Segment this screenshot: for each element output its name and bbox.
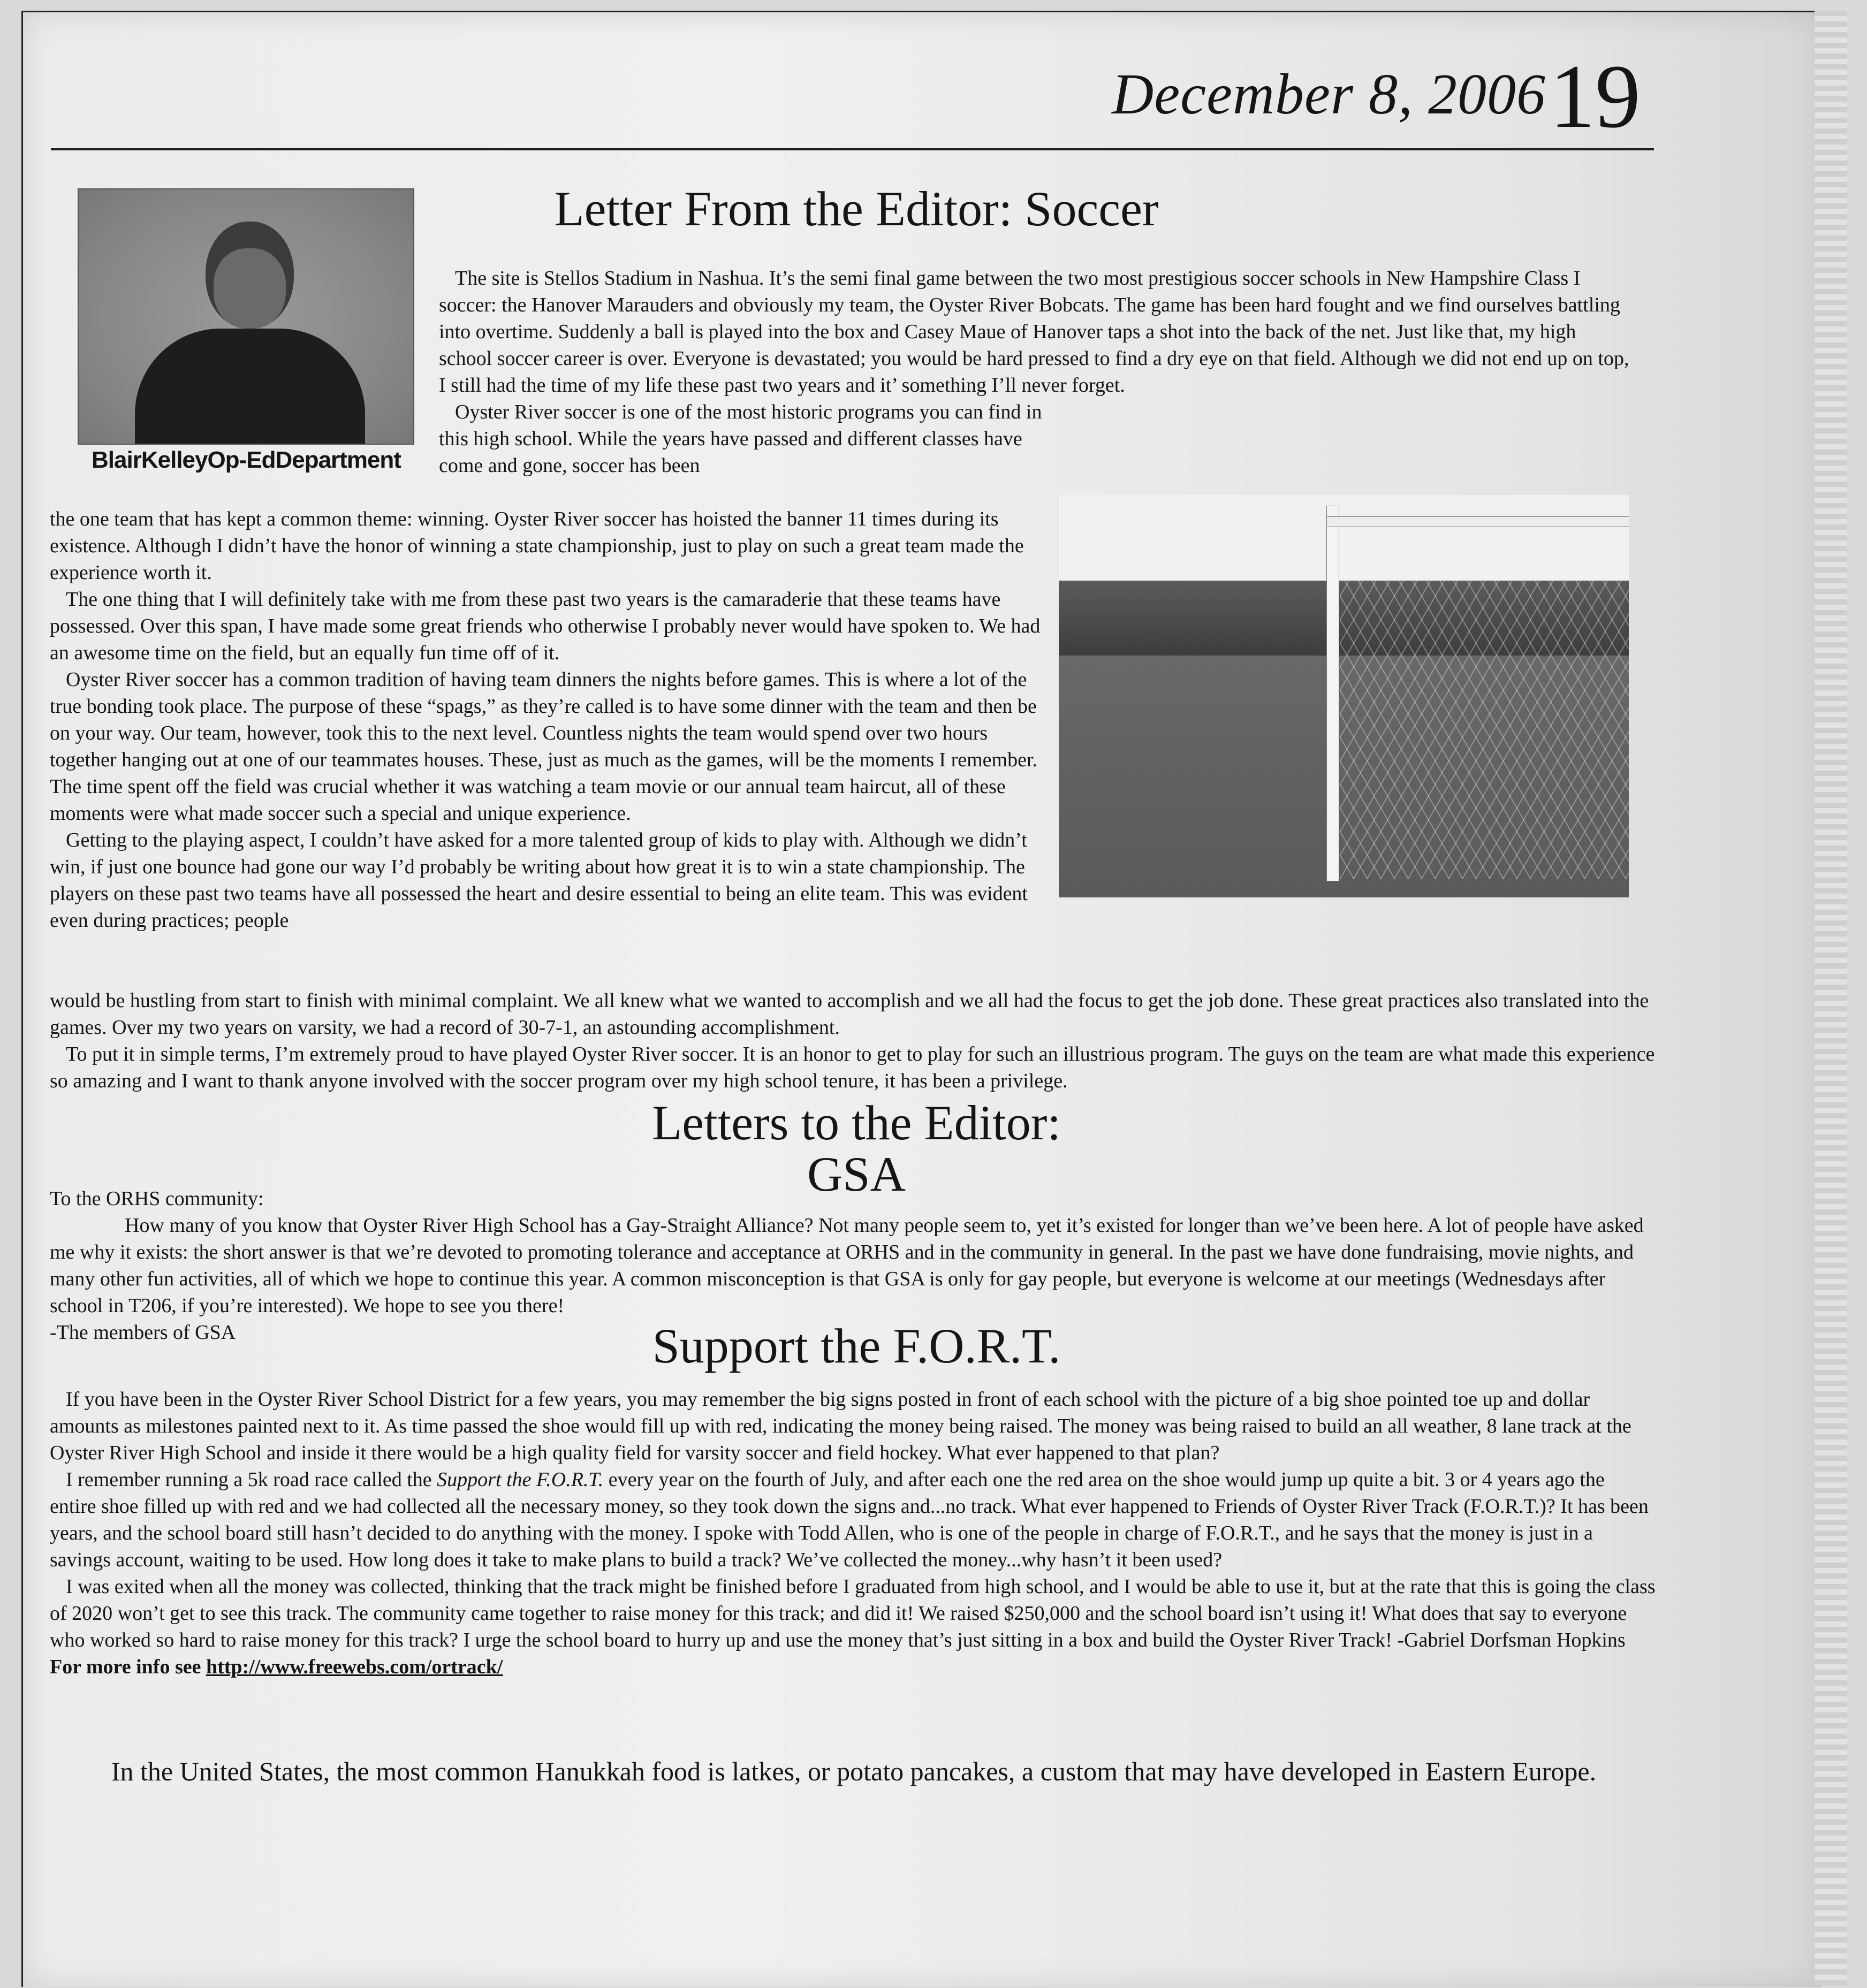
photo-face [214,248,286,329]
more-info-label: For more info see [50,1656,206,1678]
paragraph: I was exited when all the money was collected, thinking that the track might be finished before I graduated from high school, and I would be able to use it, but at the rate that this is going the class of 2020 won’t get to see this track. The community came together to raise money for this track; and did it! We raised $250,000 and the school board isn’t using it! What does that say to everyone who worked so hard to raise money for this track? I urge the school board to hurry up and use the money that’s just sitting in a box and build the Oyster River Track! -Gabriel Dorfsman Hopkins [50,1575,1656,1651]
paragraph-end: every year on the fourth of July, and after each one the red area on the shoe would jump up quite a bit. 3 or 4 years ago the entire shoe filled up with red and we had collected all the necessary money, so they took down the signs and...no track. What ever happened to Friends of Oyster River Track (F.O.R.T.)? It has been years, and the school board still hasn’t decided to do anything with the money. I spoke with Todd Allen, who is one of the people in charge of F.O.R.T., and he says that the money is just in a savings account, waiting to be used. How long does it take to make plans to build a track? We’ve collected the money...why hasn’t it been used? [50,1468,1649,1571]
editor-letter-body [50,506,1048,934]
issue-date: December 8, 2006 [1112,63,1546,126]
more-info-line [50,1654,1656,1680]
photo-caption: BlairKelleyOp-EdDepartment [92,447,401,473]
page-number: 19 [1550,46,1641,147]
gsa-letter-title [509,1097,1204,1200]
paragraph: Oyster River soccer has a common tradition of having team dinners the nights before games. This is where a lot of the true bonding took place. The purpose of these “spags,” as they’re called is to have some dinner with the team and then be on your way. Our team, however, took this to the next level. Countless nights the team would spend over two hours together hanging out at one of our teammates houses. These, just as much as the games, will be the moments I remember. The time spent off the field was crucial whether it was watching a team movie or our annual team haircut, all of these moments were what made soccer such a special and unique experience. [50,668,1038,825]
paragraph: To put it in simple terms, I’m extremely proud to have played Oyster River soccer. It is an honor to get to play for such an illustrious program. The guys on the team are what made this experience so amazing and I want to thank anyone involved with the soccer program over my high school tenure, it has been a privilege. [50,1043,1655,1092]
header-rule [51,148,1654,150]
paragraph: would be hustling from start to finish with minimal complaint. We all knew what we wanted to accomplish and we all had the focus to get the job done. These great practices also translated into the games. Over my two years on varsity, we had a record of 30-7-1, an astounding accomplishment. [50,989,1649,1039]
fort-letter-title: Support the F.O.R.T. [652,1319,1061,1373]
race-name: Support the F.O.R.T. [437,1468,604,1491]
paragraph: The site is Stellos Stadium in Nashua. It’s the semi final game between the two most prestigious soccer schools in New Hampshire Class I soccer: the Hanover Marauders and obviously my team, the Oyster River Bobcats. The game has been hard fought and we find ourselves battling into overtime. Suddenly a ball is played into the box and Casey Maue of Hanover taps a shot into the back of the net. Just like that, my high school soccer career is over. Everyone is devastated; you would be hard pressed to find a dry eye on that field. Although we did not end up on top, I still had the time of my life these past two years and it’ something I’ll never forget. [439,267,1629,397]
photo-torso [135,329,365,445]
more-info-link[interactable]: http://www.freewebs.com/ortrack/ [206,1656,503,1678]
paragraph-start: I remember running a 5k road race called the [66,1468,437,1491]
author-photo [78,188,414,445]
editor-letter-intro [439,265,1633,479]
paragraph [50,1466,1656,1573]
page-edge [1815,11,1847,1985]
gsa-title-line1: Letters to the Editor: [652,1095,1061,1150]
salutation: To the ORHS community: [50,1187,264,1210]
paragraph: How many of you know that Oyster River High School has a Gay-Straight Alliance? Not many people seem to, yet it’s existed for longer than we’ve been here. A lot of people have asked me why it exists: the short answer is that we’re devoted to promoting tolerance and acceptance at ORHS and in the community in general. In the past we have done fundraising, movie nights, and many other fun activities, all of which we hope to continue this year. A common misconception is that GSA is only for gay people, but everyone is welcome at our meetings (Wednesdays after school in T206, if you’re interested). We hope to see you there! [50,1214,1644,1317]
goal-net [1340,526,1629,879]
paragraph: The one thing that I will definitely take with me from these past two years is the camaraderie that these teams have possessed. Over this span, I have made some great friends who otherwise I probably never would have spoken to. We had an awesome time on the field, but an equally fun time off of it. [50,588,1041,664]
soccer-goal-photo [1059,495,1629,897]
paragraph: Getting to the playing aspect, I couldn’t have asked for a more talented group of kids to play with. Although we didn’t win, if just one bounce had gone our way I’d probably be writing about how great it is to win a state championship. The players on these past two teams have all possessed the heart and desire essential to being an elite team. This was evident even during practices; people [50,829,1028,932]
gsa-title-line2: GSA [807,1147,906,1201]
goal-post [1326,506,1339,881]
signature: -The members of GSA [50,1321,236,1344]
editor-letter-closing [50,987,1656,1094]
hanukkah-fact: In the United States, the most common Hanukkah food is latkes, or potato pancakes, a custom that may have developed in Eastern Europe. [111,1756,1597,1786]
fort-letter-body [50,1386,1656,1680]
paragraph: Oyster River soccer is one of the most historic programs you can find in this high school. While the years have passed and different classes have come and gone, soccer has been [439,401,1042,477]
editor-letter-title: Letter From the Editor: Soccer [554,181,1159,236]
paragraph: the one team that has kept a common theme: winning. Oyster River soccer has hoisted the banner 11 times during its existence. Although I didn’t have the honor of winning a state championship, just to play on such a great team made the experience worth it. [50,508,1024,584]
goal-crossbar [1326,516,1629,527]
paragraph: If you have been in the Oyster River School District for a few years, you may remember the big signs posted in front of each school with the picture of a big shoe pointed toe up and dollar amounts as milestones painted next to it. As time passed the shoe would fill up with red, indicating the money being raised. The money was being raised to build an all weather, 8 lane track at the Oyster River High School and inside it there would be a high quality field for varsity soccer and field hockey. What ever happened to that plan? [50,1388,1631,1464]
